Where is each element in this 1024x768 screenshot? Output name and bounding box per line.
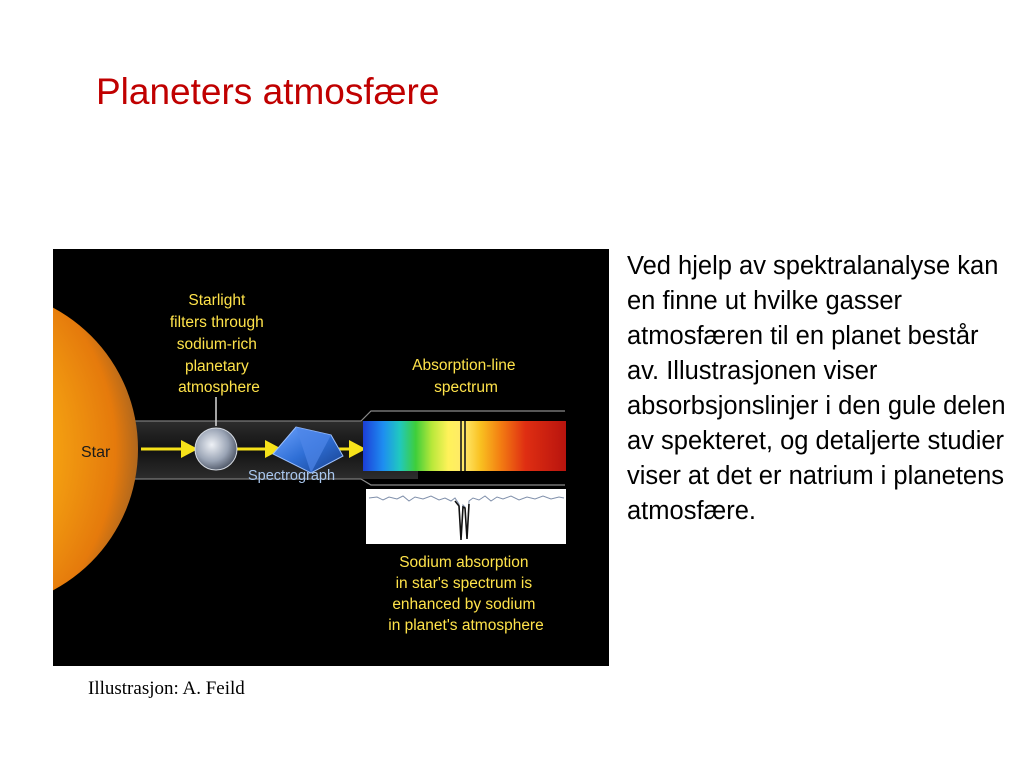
spectroscopy-illustration [53, 249, 609, 666]
sodium-line-1: Sodium absorption [399, 554, 529, 571]
sodium-line-2: in star's spectrum is [395, 575, 533, 592]
planet-shape [195, 428, 237, 470]
sodium-line-3: enhanced by sodium [392, 596, 536, 613]
slide-title: Planeters atmosfære [96, 71, 440, 112]
sodium-line-4: in planet's atmosphere [388, 617, 544, 634]
spectrograph-label: Spectrograph [248, 468, 336, 484]
starlight-line-4: planetary [184, 358, 249, 375]
sodium-label [388, 554, 543, 634]
absorption-line-1: Absorption-line [412, 357, 516, 374]
starlight-label [170, 292, 268, 396]
starlight-line-1: Starlight [188, 292, 246, 309]
spectrum-frame-lines-bottom [361, 479, 565, 485]
body-paragraph: Ved hjelp av spektralanalyse kan en finne ut hvilke gasser atmosfæren til en planet består av. Illustrasjonen viser absorbsjonslinjer i den gule delen av spekteret, og detaljerte studier viser at det er natrium i planetens atmosfære. [627, 252, 1006, 525]
star-label: Star [81, 444, 111, 461]
starlight-line-5: atmosphere [178, 379, 260, 396]
figure-caption: Illustrasjon: A. Feild [88, 678, 245, 699]
starlight-line-3: sodium-rich [176, 336, 257, 353]
starlight-line-2: filters through [169, 314, 264, 331]
absorption-label [412, 357, 520, 396]
absorption-line-2: spectrum [434, 379, 498, 396]
illustration-svg [53, 249, 609, 666]
spectrum-frame-lines [361, 411, 565, 421]
